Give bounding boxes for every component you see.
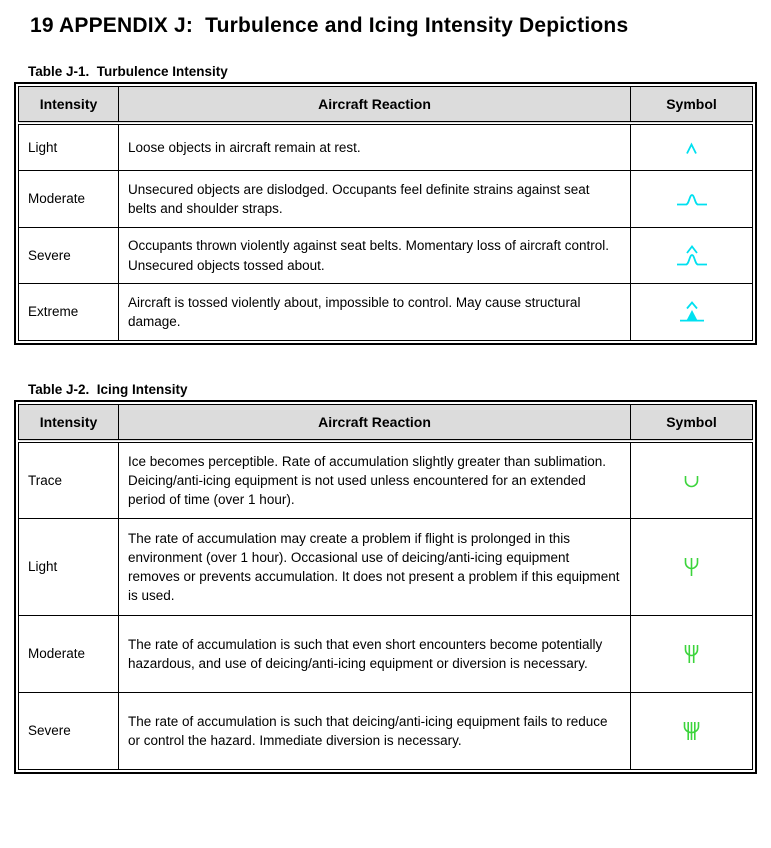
icing-intensity-table [18,404,753,770]
icing-light-icon [683,559,700,574]
turbulence-severe-icon [675,247,709,262]
column-header-symbol: Symbol [631,405,753,441]
reaction-cell: Loose objects in aircraft remain at rest. [119,123,631,171]
reaction-cell: Unsecured objects are dislodged. Occupants feel definite strains against seat belts and shoulder straps. [119,171,631,228]
table-row [19,441,753,519]
symbol-cell [631,284,753,341]
icing-intensity-table-section [14,382,757,774]
intensity-cell: Extreme [19,284,119,341]
table-row [19,519,753,616]
icing-trace-icon [683,473,700,488]
reaction-cell: Aircraft is tossed violently about, impossible to control. May cause structural damage. [119,284,631,341]
table-row [19,171,753,228]
page-title: 19 APPENDIX J: Turbulence and Icing Intensity Depictions [30,14,629,37]
symbol-cell [631,123,753,171]
symbol-cell [631,228,753,284]
reaction-cell: Occupants thrown violently against seat belts. Momentary loss of aircraft control. Unsecured objects tossed about. [119,228,631,284]
table-row [19,693,753,770]
table-header-row [19,405,753,441]
reaction-cell: The rate of accumulation is such that deicing/anti-icing equipment fails to reduce or control the hazard. Immediate diversion is necessary. [119,693,631,770]
column-header-aircraft-reaction: Aircraft Reaction [119,405,631,441]
table-row [19,123,753,171]
table-header-row [19,87,753,123]
intensity-cell: Light [19,519,119,616]
table-frame [14,82,757,345]
intensity-cell: Trace [19,441,119,519]
intensity-cell: Moderate [19,616,119,693]
reaction-cell: The rate of accumulation may create a problem if flight is prolonged in this environment (over 1 hour). Occasional use of deicing/anti-icing equipment removes or prevents accumulation. It does not present a problem if this equipment is used. [119,519,631,616]
table-caption: Table J-1. Turbulence Intensity [28,64,228,79]
icing-moderate-icon [683,646,700,661]
table-row [19,228,753,284]
turbulence-moderate-icon [675,191,709,206]
turbulence-intensity-table [18,86,753,341]
column-header-symbol: Symbol [631,87,753,123]
table-caption: Table J-2. Icing Intensity [28,382,188,397]
symbol-cell [631,693,753,770]
symbol-cell [631,441,753,519]
column-header-aircraft-reaction: Aircraft Reaction [119,87,631,123]
column-header-intensity: Intensity [19,405,119,441]
icing-severe-icon [682,723,701,738]
column-header-intensity: Intensity [19,87,119,123]
intensity-cell: Severe [19,693,119,770]
intensity-cell: Moderate [19,171,119,228]
turbulence-light-icon [684,140,699,155]
symbol-cell [631,519,753,616]
table-frame [14,400,757,774]
turbulence-intensity-table-section [14,64,757,345]
symbol-cell [631,171,753,228]
symbol-cell [631,616,753,693]
turbulence-extreme-icon [675,304,709,319]
intensity-cell: Light [19,123,119,171]
reaction-cell: Ice becomes perceptible. Rate of accumulation slightly greater than sublimation. Deicing/anti-icing equipment is not used unless encountered for an extended period of time (over 1 hour). [119,441,631,519]
table-row [19,616,753,693]
reaction-cell: The rate of accumulation is such that even short encounters become potentially hazardous, and use of deicing/anti-icing equipment or diversion is necessary. [119,616,631,693]
intensity-cell: Severe [19,228,119,284]
table-row [19,284,753,341]
